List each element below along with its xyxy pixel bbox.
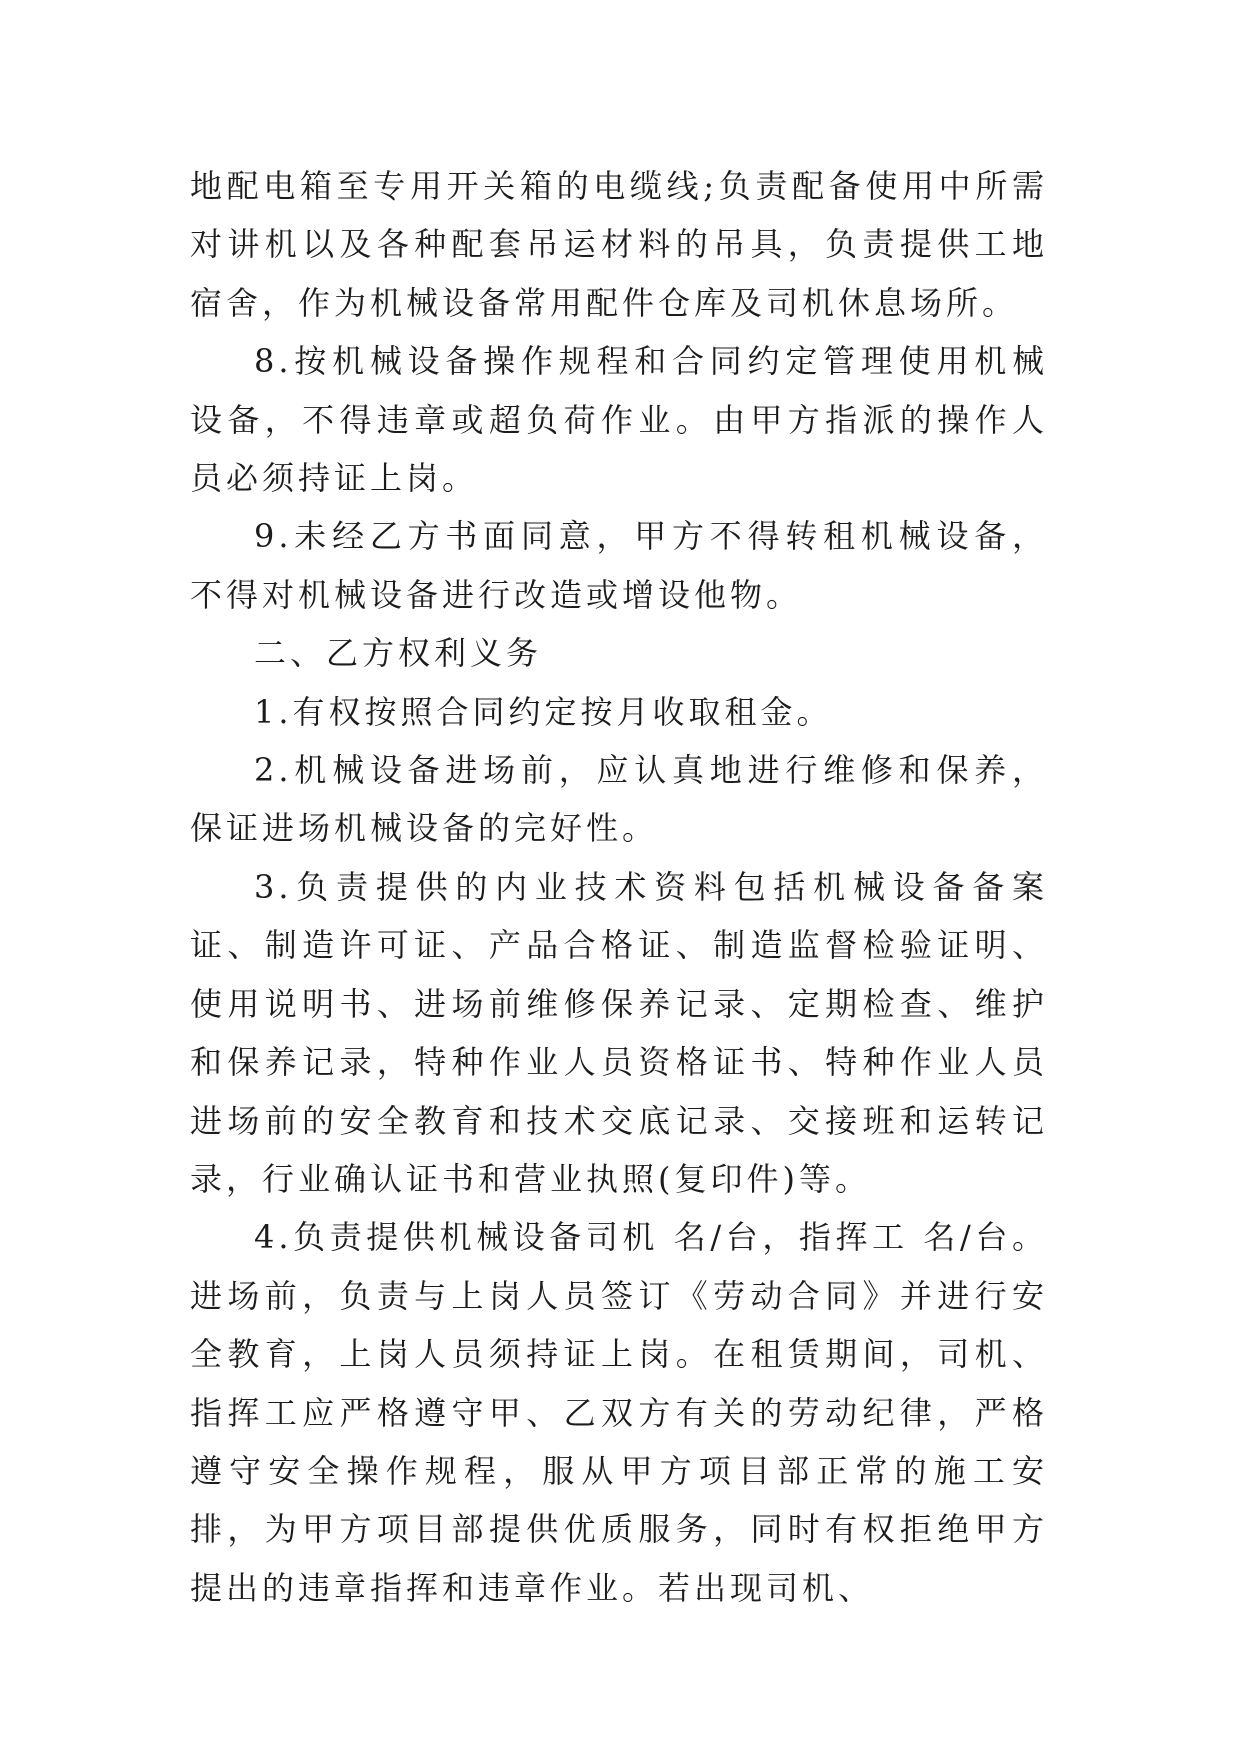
section-heading-party-b: 二、乙方权利义务 (254, 634, 543, 673)
paragraph-b-item-1: 1.有权按照合同约定按月收取租金。 (254, 692, 833, 731)
paragraph-b-item-3: 3.负责提供的内业技术资料包括机械设备备案证、制造许可证、产品合格证、制造监督检验证明、使用说明书、进场前维修保养记录、定期检查、维护和保养记录，特种作业人员资格证书、特种作业人员进场前的安全教育和技术交底记录、交接班和运转记录，行业确认证书和营业执照(复印件)等。 (190, 867, 1048, 1198)
paragraph-item-8: 8.按机械设备操作规程和合同约定管理使用机械设备，不得违章或超负荷作业。由甲方指派的操作人员必须持证上岗。 (190, 342, 1048, 498)
paragraph-b-item-4: 4.负责提供机械设备司机 名/台，指挥工 名/台。进场前，负责与上岗人员签订《劳动合同》并进行安全教育，上岗人员须持证上岗。在租赁期间，司机、指挥工应严格遵守甲、乙双方有关的劳动纪律，严格遵守安全操作规程，服从甲方项目部正常的施工安排，为甲方项目部提供优质服务，同时有权拒绝甲方提出的违章指挥和违章作业。若出现司机、 (190, 1218, 1048, 1607)
paragraph-cable-and-lodging: 地配电箱至专用开关箱的电缆线;负责配备使用中所需对讲机以及各种配套吊运材料的吊具，负责提供工地宿舍，作为机械设备常用配件仓库及司机休息场所。 (190, 167, 1048, 322)
document-body (190, 157, 1048, 1617)
paragraph-b-item-2: 2.机械设备进场前，应认真地进行维修和保养，保证进场机械设备的完好性。 (190, 751, 1048, 848)
paragraph-item-9: 9.未经乙方书面同意，甲方不得转租机械设备，不得对机械设备进行改造或增设他物。 (190, 517, 1048, 614)
